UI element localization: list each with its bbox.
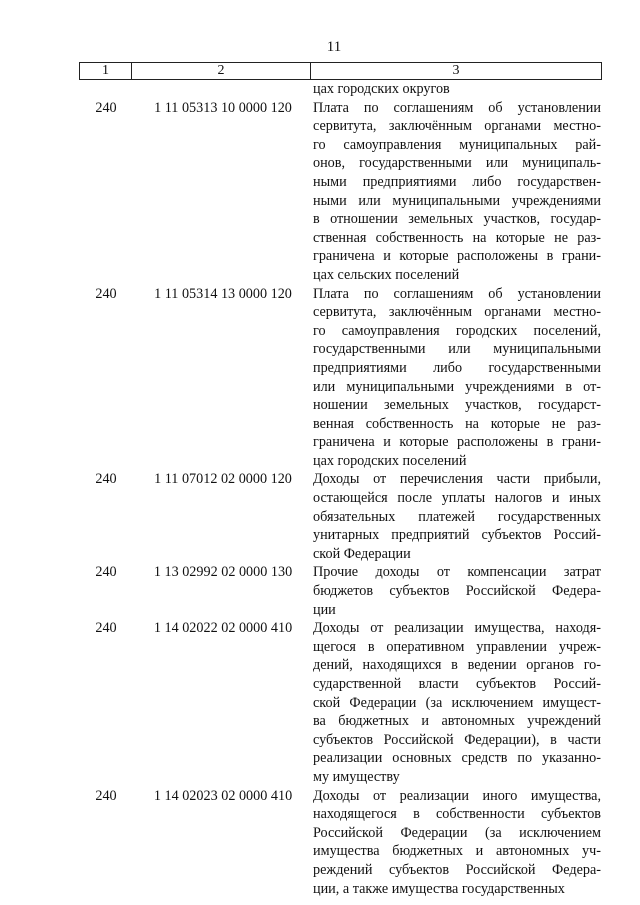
description-line: Российской Федерации (за исключением: [313, 824, 601, 841]
description-line: ции, а также имущества государственных: [313, 880, 565, 897]
description-line: ской Федерации: [313, 545, 411, 562]
description-line: Доходы от реализации иного имущества,: [313, 787, 601, 804]
description-line: или муниципальными учреждениями в от-: [313, 378, 601, 395]
description-line: Доходы от перечисления части прибыли,: [313, 471, 601, 488]
admin-code-cell: 240: [95, 620, 117, 637]
description-line: ношении земельных участков, государст-: [313, 397, 601, 414]
header-col-1: 1: [80, 63, 132, 79]
description-line: Плата по соглашениям об установлении: [313, 285, 601, 302]
description-cell: [313, 619, 601, 786]
description-line: ными предприятиями либо государствен-: [313, 173, 601, 190]
description-line: граничена и которые расположены в грани-: [313, 248, 601, 265]
revenue-code-cell: 1 11 05313 10 0000 120: [154, 99, 292, 116]
table-body: [0, 80, 640, 898]
header-col-2: 2: [132, 63, 311, 79]
description-line: граничена и которые расположены в грани-: [313, 434, 601, 451]
description-line: онов, государственными или муниципаль-: [313, 155, 601, 172]
description-line: обязательных платежей государственных: [313, 508, 601, 525]
description-line: унитарных предприятий субъектов Россий-: [313, 527, 601, 544]
description-line: дений, находящихся в ведении органов го-: [313, 657, 601, 674]
description-line: находящегося в собственности субъектов: [313, 806, 601, 823]
description-cell: [313, 563, 601, 619]
table-row: [0, 470, 640, 563]
table-row: [0, 99, 640, 285]
description-line: Плата по соглашениям об установлении: [313, 99, 601, 116]
revenue-code-cell: 1 11 07012 02 0000 120: [154, 471, 292, 488]
description-line: му имуществу: [313, 768, 400, 785]
description-line: в отношении земельных участков, государ-: [313, 211, 601, 228]
revenue-code-cell: 1 14 02023 02 0000 410: [153, 787, 293, 804]
description-line: го самоуправления муниципальных рай-: [313, 136, 601, 153]
description-line: венная собственность на которые не раз-: [313, 415, 601, 432]
description-line: государственными или муниципальными: [313, 341, 601, 358]
description-line: реждений субъектов Российской Федера-: [313, 861, 601, 878]
description-line: имущества бюджетных и автономных уч-: [313, 843, 601, 860]
description-line: бюджетов субъектов Российской Федера-: [313, 583, 601, 600]
description-line: Прочие доходы от компенсации затрат: [313, 564, 601, 581]
description-line: го самоуправления городских поселений,: [313, 322, 601, 339]
table-row: [0, 285, 640, 471]
description-cell: [313, 470, 601, 563]
page-number: 11: [326, 39, 342, 55]
table-row: [0, 80, 640, 99]
description-line: ции: [313, 601, 336, 618]
description-cell: [313, 787, 601, 899]
description-line: предприятиями либо государственными: [313, 359, 601, 376]
description-line: сервитута, заключённым органами местно-: [313, 304, 601, 321]
description-line: сервитута, заключённым органами местно-: [313, 118, 601, 135]
admin-code-cell: 240: [95, 285, 117, 302]
admin-code-cell: 240: [95, 564, 117, 581]
description-cell: [313, 99, 601, 285]
description-line: остающейся после уплаты налогов и иных: [313, 490, 601, 507]
revenue-code-cell: 1 11 05314 13 0000 120: [154, 285, 292, 302]
description-line: сударственной власти субъектов Россий-: [313, 676, 601, 692]
description-line: ва бюджетных и автономных учреждений: [313, 713, 601, 730]
description-line: реализации основных средств по указанно-: [313, 750, 601, 767]
description-cell: [313, 80, 601, 99]
description-line: цах сельских поселений: [313, 266, 460, 283]
description-line: ской Федерации (за исключением имущест-: [313, 694, 601, 711]
description-line: ными или муниципальными учреждениями: [313, 192, 601, 209]
table-row: [0, 619, 640, 786]
admin-code-cell: 240: [95, 471, 117, 488]
revenue-code-cell: 1 13 02992 02 0000 130: [153, 564, 293, 581]
table-row: [0, 563, 640, 619]
description-cell: [313, 285, 601, 471]
description-line: ственная собственность на которые не раз-: [313, 229, 601, 246]
description-line: щегося в оперативном управлении учреж-: [313, 638, 601, 655]
admin-code-cell: 240: [95, 787, 117, 804]
table-header: [79, 62, 602, 80]
description-line: цах городских округов: [313, 81, 450, 97]
description-line: субъектов Российской Федерации), в части: [313, 731, 601, 748]
header-col-3: 3: [452, 63, 460, 78]
description-line: цах городских поселений: [313, 452, 467, 469]
description-line: Доходы от реализации имущества, находя-: [313, 620, 601, 637]
table-row: [0, 787, 640, 899]
admin-code-cell: 240: [95, 99, 117, 116]
revenue-code-cell: 1 14 02022 02 0000 410: [153, 620, 293, 637]
